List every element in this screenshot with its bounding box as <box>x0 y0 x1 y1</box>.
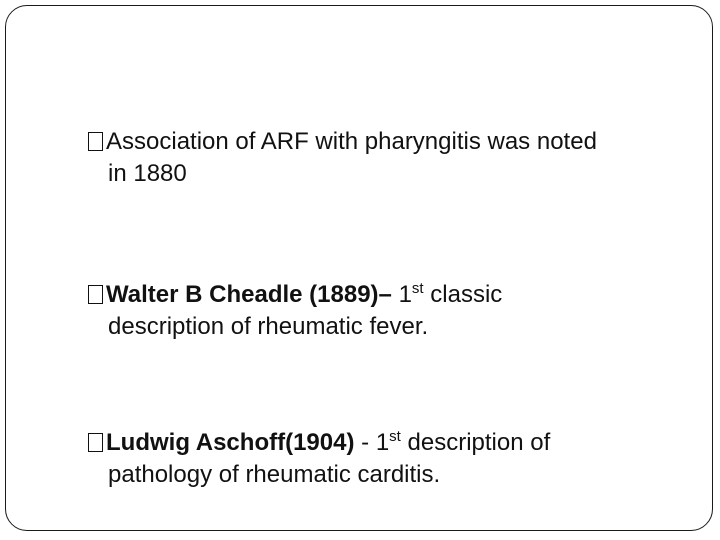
bullet-text: Association of ARF with pharyngitis was noted <box>106 128 597 155</box>
bullet-separator: - <box>361 429 370 456</box>
bullet-ordinal-suffix: st <box>389 428 401 445</box>
bullet-text: description of <box>407 429 551 456</box>
bullet-marker-icon <box>88 285 103 304</box>
bullet-author: Walter B Cheadle (1889)– <box>106 281 392 308</box>
bullet-continuation: description of rheumatic fever. <box>108 313 429 340</box>
bullet-arf-pharyngitis <box>88 126 698 190</box>
bullet-ordinal: 1 <box>398 281 412 308</box>
bullet-aschoff <box>88 427 698 491</box>
bullet-author: Ludwig Aschoff(1904) <box>106 429 355 456</box>
bullet-ordinal-suffix: st <box>411 280 424 297</box>
bullet-line <box>88 126 698 158</box>
bullet-line <box>88 427 698 459</box>
bullet-text: classic <box>430 281 503 308</box>
bullet-line <box>88 279 698 311</box>
slide-frame <box>5 5 713 531</box>
bullet-continuation: in 1880 <box>108 160 187 187</box>
bullet-continuation: pathology of rheumatic carditis. <box>108 461 441 488</box>
bullet-cheadle <box>88 279 698 343</box>
bullet-marker-icon <box>88 132 103 151</box>
bullet-ordinal: 1 <box>375 429 390 456</box>
bullet-marker-icon <box>88 433 103 452</box>
